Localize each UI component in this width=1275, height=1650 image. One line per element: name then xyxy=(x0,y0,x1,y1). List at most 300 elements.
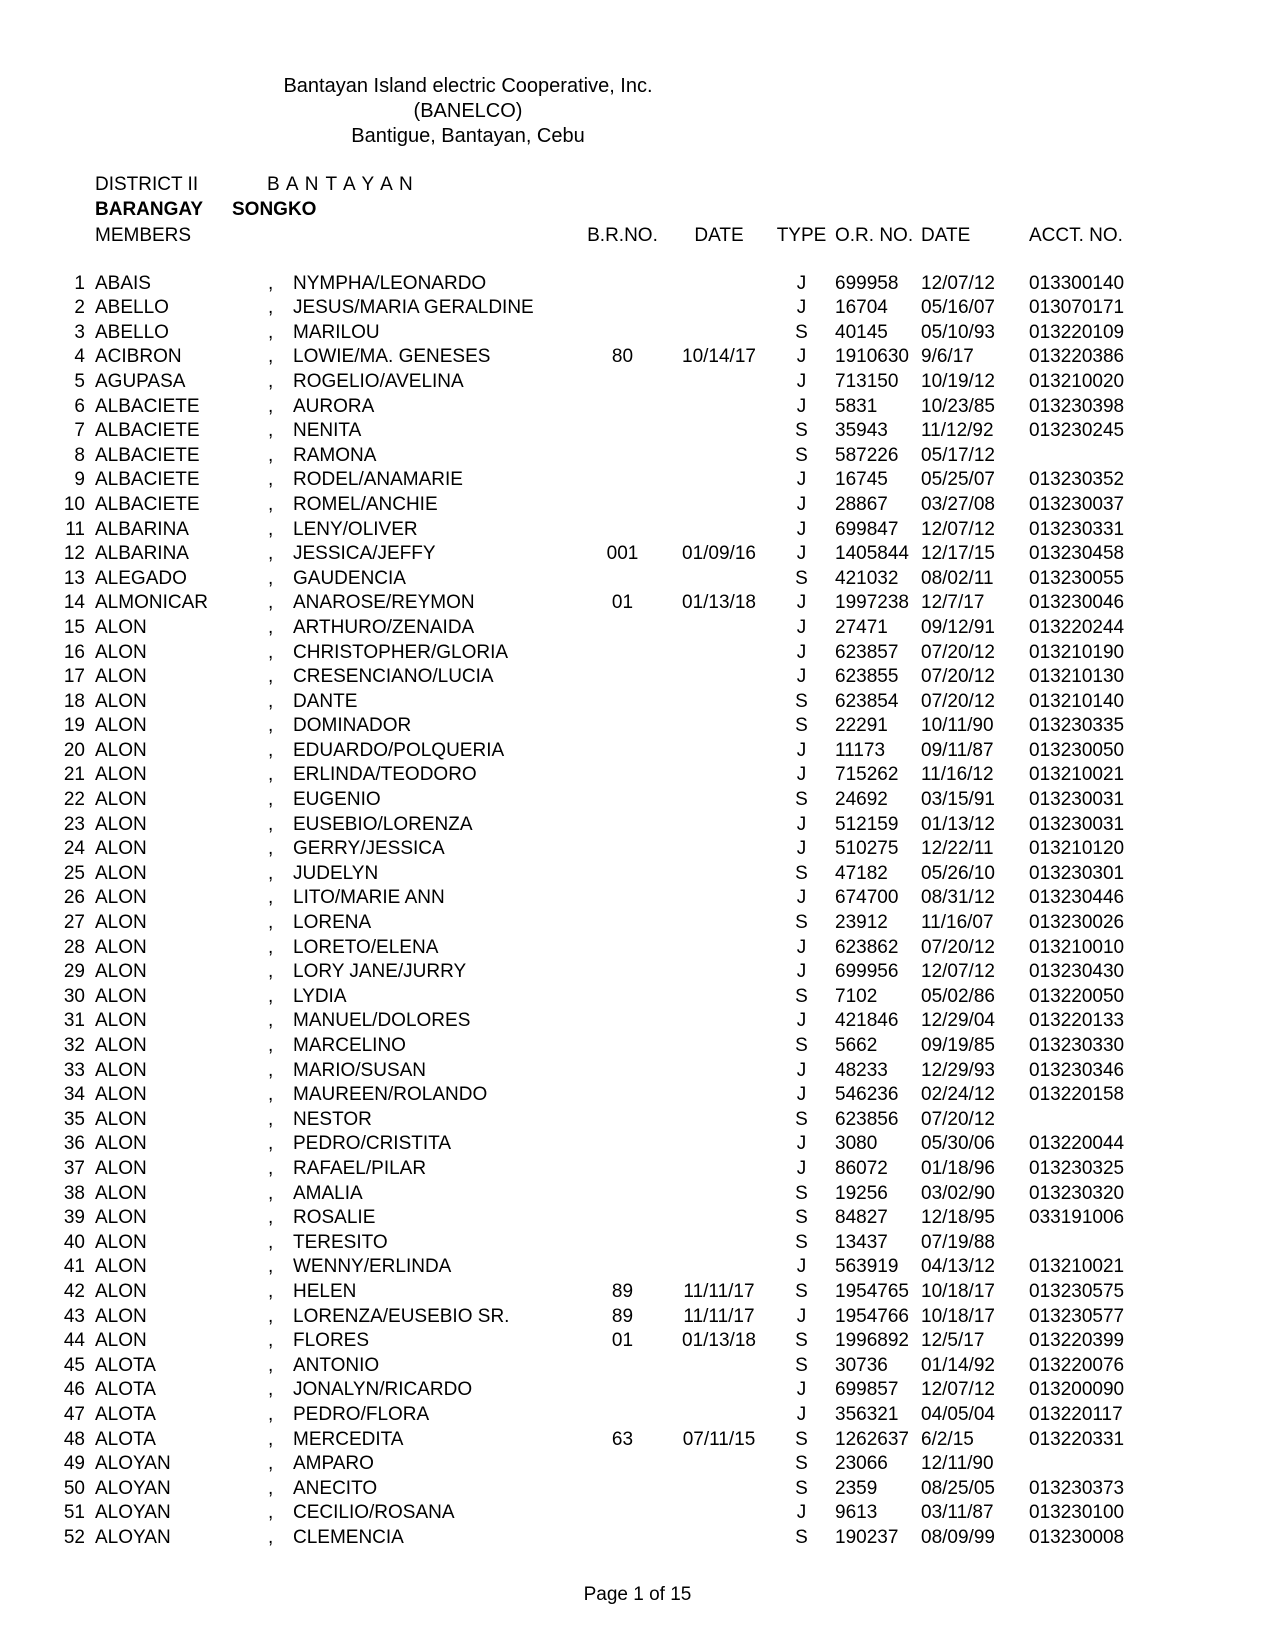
cell-given-name: CLEMENCIA xyxy=(293,1526,404,1548)
cell-given-name: EUSEBIO/LORENZA xyxy=(293,813,473,835)
cell-or-date: 01/14/92 xyxy=(921,1354,995,1376)
cell-given-name: RAMONA xyxy=(293,444,377,466)
cell-or-date: 12/07/12 xyxy=(921,272,995,294)
cell-row-number: 39 xyxy=(63,1207,85,1229)
cell-type: S xyxy=(795,789,808,811)
cell-comma: , xyxy=(268,961,274,983)
cell-comma: , xyxy=(268,420,274,442)
cell-acct-no: 013220109 xyxy=(1029,321,1125,343)
cell-br-no xyxy=(575,911,670,936)
table-row xyxy=(58,862,1132,887)
district-label: DISTRICT II xyxy=(95,174,199,195)
cell-comma: , xyxy=(268,567,274,589)
cell-row-number: 6 xyxy=(74,395,85,417)
cell-acct-no: 013230577 xyxy=(1029,1305,1125,1327)
cell-surname: ALBACIETE xyxy=(95,420,200,442)
cell-br-no xyxy=(575,296,670,321)
cell-surname: ALON xyxy=(95,838,147,860)
cell-br-no xyxy=(575,1108,670,1133)
cell-row-number: 52 xyxy=(63,1526,85,1548)
cell-or-no: 22291 xyxy=(835,715,888,737)
cell-surname: ALMONICAR xyxy=(95,592,208,614)
cell-br-no xyxy=(575,1206,670,1231)
cell-or-no: 510275 xyxy=(835,838,899,860)
table-row xyxy=(58,468,1132,493)
members-table xyxy=(58,224,1132,1550)
cell-br-no xyxy=(575,1501,670,1526)
cell-br-date: 10/14/17 xyxy=(682,346,756,368)
cell-row-number: 21 xyxy=(63,764,85,786)
cell-or-no: 16704 xyxy=(835,297,888,319)
cell-type: S xyxy=(795,1354,808,1376)
cell-br-date xyxy=(670,1501,768,1526)
cell-br-date xyxy=(670,1083,768,1108)
cell-or-no: 86072 xyxy=(835,1157,888,1179)
col-header-acct-no: ACCT. NO. xyxy=(1029,225,1123,246)
cell-type: J xyxy=(796,297,807,319)
cell-or-no: 16745 xyxy=(835,469,888,491)
cell-or-no: 5662 xyxy=(835,1035,878,1056)
cell-row-number: 12 xyxy=(63,543,85,565)
cell-comma: , xyxy=(268,1280,274,1302)
table-row xyxy=(58,1354,1132,1379)
cell-row-number: 35 xyxy=(63,1108,85,1130)
cell-acct-no xyxy=(1022,1108,1132,1133)
cell-or-date: 03/11/87 xyxy=(921,1502,994,1524)
cell-type: J xyxy=(796,1157,807,1179)
cell-acct-no: 013210020 xyxy=(1029,370,1125,392)
cell-surname: ALBARINA xyxy=(95,543,189,565)
cell-surname: ALON xyxy=(95,1280,147,1302)
cell-comma: , xyxy=(268,1059,274,1081)
table-row xyxy=(58,1132,1132,1157)
cell-row-number: 2 xyxy=(74,297,85,319)
cell-or-date: 07/19/88 xyxy=(921,1231,995,1253)
cell-acct-no: 013220050 xyxy=(1029,985,1125,1007)
cell-given-name: MARILOU xyxy=(293,321,380,343)
cell-br-no xyxy=(575,862,670,887)
table-row xyxy=(58,1477,1132,1502)
cell-row-number: 20 xyxy=(63,739,85,761)
cell-given-name: ARTHURO/ZENAIDA xyxy=(293,616,475,638)
cell-br-no xyxy=(575,1132,670,1157)
cell-row-number: 17 xyxy=(63,666,85,688)
cell-type: J xyxy=(796,666,807,688)
cell-surname: ALON xyxy=(95,1305,147,1327)
cell-given-name: DOMINADOR xyxy=(293,715,412,737)
cell-br-no xyxy=(575,1009,670,1034)
cell-surname: ALON xyxy=(95,985,147,1007)
cell-row-number: 31 xyxy=(63,1010,85,1032)
cell-br-no xyxy=(575,468,670,493)
cell-br-date xyxy=(670,641,768,666)
cell-comma: , xyxy=(268,1010,274,1032)
cell-acct-no: 013230430 xyxy=(1029,961,1125,983)
table-header-row xyxy=(58,224,1132,249)
cell-br-date xyxy=(670,1108,768,1133)
cell-type: J xyxy=(796,1010,807,1032)
cell-comma: , xyxy=(268,1477,274,1499)
cell-given-name: MARIO/SUSAN xyxy=(293,1059,427,1081)
members-column-header: MEMBERS xyxy=(95,225,192,246)
cell-or-date: 07/20/12 xyxy=(921,1108,995,1130)
cell-br-no xyxy=(575,690,670,715)
cell-given-name: GAUDENCIA xyxy=(293,567,406,589)
cell-given-name: LOWIE/MA. GENESES xyxy=(293,346,491,368)
cell-br-no xyxy=(575,1083,670,1108)
cell-comma: , xyxy=(268,1428,274,1450)
cell-br-date xyxy=(670,370,768,395)
cell-acct-no: 013200090 xyxy=(1029,1379,1125,1401)
cell-br-date xyxy=(670,395,768,420)
cell-br-no: 89 xyxy=(611,1305,634,1327)
table-row xyxy=(58,985,1132,1010)
cell-acct-no xyxy=(1022,1452,1132,1477)
cell-surname: ALOYAN xyxy=(95,1477,171,1499)
cell-or-no: 623856 xyxy=(835,1108,899,1130)
cell-or-no: 13437 xyxy=(835,1231,888,1253)
cell-or-no: 699857 xyxy=(835,1379,899,1401)
cell-or-no: 546236 xyxy=(835,1084,899,1106)
cell-or-no: 587226 xyxy=(835,444,899,466)
cell-comma: , xyxy=(268,297,274,319)
cell-or-no: 7102 xyxy=(835,985,878,1007)
cell-br-no xyxy=(575,1182,670,1207)
cell-or-date: 11/12/92 xyxy=(921,420,994,442)
cell-br-date xyxy=(670,911,768,936)
table-row xyxy=(58,1108,1132,1133)
cell-given-name: LORENZA/EUSEBIO SR. xyxy=(293,1305,510,1327)
cell-type: S xyxy=(795,1477,808,1499)
cell-comma: , xyxy=(268,543,274,565)
col-header-or-date: DATE xyxy=(921,225,971,246)
cell-acct-no: 013230330 xyxy=(1029,1035,1125,1056)
cell-br-no xyxy=(575,1059,670,1084)
cell-row-number: 43 xyxy=(63,1305,85,1327)
cell-row-number: 19 xyxy=(63,715,85,737)
cell-or-no: 1997238 xyxy=(835,592,909,614)
cell-acct-no: 013220386 xyxy=(1029,346,1125,368)
cell-row-number: 34 xyxy=(63,1084,85,1106)
cell-or-no: 356321 xyxy=(835,1403,899,1425)
cell-br-date: 01/13/18 xyxy=(682,1330,756,1352)
cell-acct-no: 013220133 xyxy=(1029,1010,1125,1032)
table-row xyxy=(58,886,1132,911)
table-row xyxy=(58,1329,1132,1354)
cell-row-number: 10 xyxy=(63,493,85,515)
cell-given-name: TERESITO xyxy=(293,1231,388,1253)
cell-surname: ALON xyxy=(95,715,147,737)
table-row xyxy=(58,1305,1132,1330)
cell-br-date xyxy=(670,739,768,764)
cell-row-number: 27 xyxy=(63,912,85,934)
cell-or-no: 1262637 xyxy=(835,1428,909,1450)
cell-acct-no: 013210140 xyxy=(1029,690,1125,712)
cell-or-no: 713150 xyxy=(835,370,899,392)
table-row xyxy=(58,665,1132,690)
cell-br-date xyxy=(670,1206,768,1231)
cell-br-date xyxy=(670,985,768,1010)
cell-type: S xyxy=(795,444,808,466)
cell-row-number: 8 xyxy=(74,444,85,466)
cell-comma: , xyxy=(268,715,274,737)
cell-or-no: 623862 xyxy=(835,936,899,958)
cell-acct-no: 013300140 xyxy=(1029,272,1125,294)
cell-or-date: 04/05/04 xyxy=(921,1403,995,1425)
cell-comma: , xyxy=(268,912,274,934)
cell-row-number: 26 xyxy=(63,887,85,909)
cell-row-number: 44 xyxy=(63,1330,85,1352)
cell-given-name: ROGELIO/AVELINA xyxy=(293,370,464,392)
cell-br-date xyxy=(670,1132,768,1157)
cell-or-no: 23912 xyxy=(835,912,888,934)
cell-type: S xyxy=(795,1280,808,1302)
cell-comma: , xyxy=(268,592,274,614)
cell-type: S xyxy=(795,321,808,343)
cell-or-no: 2359 xyxy=(835,1477,878,1499)
cell-row-number: 3 xyxy=(74,321,85,343)
cell-type: S xyxy=(795,715,808,737)
cell-or-date: 12/29/93 xyxy=(921,1059,995,1081)
table-row xyxy=(58,739,1132,764)
cell-or-date: 09/12/91 xyxy=(921,616,995,638)
cell-or-date: 11/16/12 xyxy=(921,764,994,786)
cell-surname: ALBACIETE xyxy=(95,395,200,417)
cell-type: S xyxy=(795,1330,808,1352)
cell-br-date xyxy=(670,1157,768,1182)
cell-comma: , xyxy=(268,1133,274,1155)
company-abbreviation: (BANELCO) xyxy=(413,100,523,122)
table-row xyxy=(58,395,1132,420)
cell-acct-no: 013230320 xyxy=(1029,1182,1125,1204)
cell-br-no xyxy=(575,1526,670,1551)
table-row xyxy=(58,1157,1132,1182)
cell-row-number: 50 xyxy=(63,1477,85,1499)
table-row xyxy=(58,1059,1132,1084)
cell-type: S xyxy=(795,420,808,442)
cell-type: J xyxy=(796,764,807,786)
cell-given-name: LYDIA xyxy=(293,985,347,1007)
cell-surname: ALON xyxy=(95,1231,147,1253)
cell-or-date: 12/18/95 xyxy=(921,1207,995,1229)
cell-acct-no: 033191006 xyxy=(1029,1207,1125,1229)
cell-row-number: 29 xyxy=(63,961,85,983)
cell-surname: ALBARINA xyxy=(95,518,189,540)
cell-surname: ALOYAN xyxy=(95,1526,171,1548)
cell-acct-no xyxy=(1022,1231,1132,1256)
cell-surname: ALOTA xyxy=(95,1379,156,1401)
cell-type: S xyxy=(795,567,808,589)
table-row xyxy=(58,296,1132,321)
cell-br-date xyxy=(670,1009,768,1034)
member-table-body xyxy=(58,224,1132,1550)
cell-acct-no: 013230398 xyxy=(1029,395,1125,417)
cell-row-number: 25 xyxy=(63,862,85,884)
cell-or-no: 27471 xyxy=(835,616,888,638)
cell-type: J xyxy=(796,543,807,565)
table-row xyxy=(58,1255,1132,1280)
cell-acct-no: 013230245 xyxy=(1029,420,1125,442)
cell-comma: , xyxy=(268,1256,274,1278)
cell-type: J xyxy=(796,739,807,761)
cell-comma: , xyxy=(268,1305,274,1327)
header-spacer-row xyxy=(58,249,1132,272)
cell-or-date: 03/27/08 xyxy=(921,493,995,515)
cell-type: J xyxy=(796,641,807,663)
cell-row-number: 51 xyxy=(63,1502,85,1524)
cell-given-name: HELEN xyxy=(293,1280,357,1302)
cell-or-no: 1954766 xyxy=(835,1305,909,1327)
cell-given-name: DANTE xyxy=(293,690,358,712)
cell-or-no: 47182 xyxy=(835,862,888,884)
table-row xyxy=(58,911,1132,936)
cell-or-date: 12/5/17 xyxy=(921,1330,985,1352)
cell-type: J xyxy=(796,961,807,983)
cell-comma: , xyxy=(268,518,274,540)
cell-br-no xyxy=(575,321,670,346)
cell-br-date xyxy=(670,296,768,321)
cell-type: S xyxy=(795,1231,808,1253)
cell-given-name: MANUEL/DOLORES xyxy=(293,1010,471,1032)
cell-or-date: 10/18/17 xyxy=(921,1280,995,1302)
cell-or-date: 6/2/15 xyxy=(921,1428,974,1450)
cell-given-name: ERLINDA/TEODORO xyxy=(293,764,477,786)
cell-given-name: LITO/MARIE ANN xyxy=(293,887,445,909)
cell-br-date xyxy=(670,1526,768,1551)
cell-br-no xyxy=(575,444,670,469)
cell-comma: , xyxy=(268,370,274,392)
cell-br-no xyxy=(575,616,670,641)
cell-comma: , xyxy=(268,1502,274,1524)
cell-surname: ALON xyxy=(95,862,147,884)
table-row xyxy=(58,591,1132,616)
cell-br-no xyxy=(575,763,670,788)
cell-or-no: 421846 xyxy=(835,1010,899,1032)
cell-acct-no: 013230373 xyxy=(1029,1477,1125,1499)
cell-acct-no: 013210010 xyxy=(1029,936,1125,958)
cell-br-date xyxy=(670,960,768,985)
cell-row-number: 47 xyxy=(63,1403,85,1425)
cell-surname: ALON xyxy=(95,1010,147,1032)
cell-type: S xyxy=(795,1526,808,1548)
cell-acct-no xyxy=(1022,444,1132,469)
cell-acct-no: 013220076 xyxy=(1029,1354,1125,1376)
table-row xyxy=(58,1206,1132,1231)
cell-comma: , xyxy=(268,1330,274,1352)
cell-comma: , xyxy=(268,1108,274,1130)
cell-or-no: 623855 xyxy=(835,666,899,688)
report-header xyxy=(0,74,936,149)
cell-comma: , xyxy=(268,469,274,491)
cell-type: S xyxy=(795,1035,808,1056)
table-row xyxy=(58,763,1132,788)
cell-br-no: 01 xyxy=(611,1330,634,1352)
cell-type: J xyxy=(796,936,807,958)
cell-given-name: JUDELYN xyxy=(293,862,379,884)
cell-or-date: 12/07/12 xyxy=(921,518,995,540)
cell-or-date: 05/25/07 xyxy=(921,469,995,491)
cell-row-number: 30 xyxy=(63,985,85,1007)
cell-given-name: EUGENIO xyxy=(293,789,381,811)
cell-given-name: PEDRO/CRISTITA xyxy=(293,1133,451,1155)
cell-given-name: NENITA xyxy=(293,420,362,442)
cell-br-date xyxy=(670,419,768,444)
cell-surname: ALEGADO xyxy=(95,567,187,589)
cell-comma: , xyxy=(268,887,274,909)
cell-br-date xyxy=(670,616,768,641)
cell-surname: ALON xyxy=(95,1157,147,1179)
cell-type: S xyxy=(795,985,808,1007)
table-row xyxy=(58,936,1132,961)
cell-or-date: 10/23/85 xyxy=(921,395,995,417)
cell-surname: AGUPASA xyxy=(95,370,186,392)
cell-br-date xyxy=(670,1059,768,1084)
cell-surname: ALOYAN xyxy=(95,1453,171,1475)
cell-br-no xyxy=(575,493,670,518)
cell-or-date: 12/17/15 xyxy=(921,543,995,565)
cell-type: J xyxy=(796,469,807,491)
cell-type: S xyxy=(795,1207,808,1229)
cell-type: J xyxy=(796,370,807,392)
cell-acct-no: 013230331 xyxy=(1029,518,1125,540)
cell-br-date xyxy=(670,321,768,346)
cell-br-no: 001 xyxy=(606,543,639,565)
cell-acct-no: 013210120 xyxy=(1029,838,1125,860)
cell-or-no: 23066 xyxy=(835,1453,888,1475)
cell-comma: , xyxy=(268,321,274,343)
cell-or-date: 02/24/12 xyxy=(921,1084,995,1106)
cell-or-date: 01/13/12 xyxy=(921,813,995,835)
cell-br-no xyxy=(575,714,670,739)
cell-surname: ALON xyxy=(95,739,147,761)
cell-surname: ALON xyxy=(95,887,147,909)
cell-surname: ALON xyxy=(95,1108,147,1130)
cell-acct-no: 013210130 xyxy=(1029,666,1125,688)
cell-acct-no: 013230352 xyxy=(1029,469,1125,491)
cell-br-no xyxy=(575,886,670,911)
cell-acct-no: 013230031 xyxy=(1029,789,1125,811)
cell-comma: , xyxy=(268,985,274,1007)
cell-given-name: CHRISTOPHER/GLORIA xyxy=(293,641,509,663)
cell-type: S xyxy=(795,1428,808,1450)
cell-or-no: 1954765 xyxy=(835,1280,909,1302)
cell-br-date: 07/11/15 xyxy=(682,1428,756,1450)
cell-surname: ALON xyxy=(95,813,147,835)
cell-br-date xyxy=(670,518,768,543)
cell-given-name: RODEL/ANAMARIE xyxy=(293,469,463,491)
cell-surname: ABELLO xyxy=(95,321,169,343)
cell-br-no xyxy=(575,1354,670,1379)
cell-given-name: JESSICA/JEFFY xyxy=(293,543,436,565)
cell-type: J xyxy=(796,1133,807,1155)
cell-or-date: 08/31/12 xyxy=(921,887,995,909)
table-row xyxy=(58,641,1132,666)
table-row xyxy=(58,813,1132,838)
cell-given-name: MERCEDITA xyxy=(293,1428,404,1450)
cell-br-date xyxy=(670,1452,768,1477)
table-row xyxy=(58,518,1132,543)
cell-or-date: 04/13/12 xyxy=(921,1256,995,1278)
cell-comma: , xyxy=(268,1526,274,1548)
cell-acct-no: 013230335 xyxy=(1029,715,1125,737)
cell-type: J xyxy=(796,1403,807,1425)
cell-br-no: 01 xyxy=(611,592,634,614)
cell-or-no: 48233 xyxy=(835,1059,888,1081)
cell-br-date xyxy=(670,444,768,469)
cell-row-number: 1 xyxy=(74,272,85,294)
cell-type: J xyxy=(796,1059,807,1081)
cell-acct-no: 013220117 xyxy=(1029,1403,1123,1425)
